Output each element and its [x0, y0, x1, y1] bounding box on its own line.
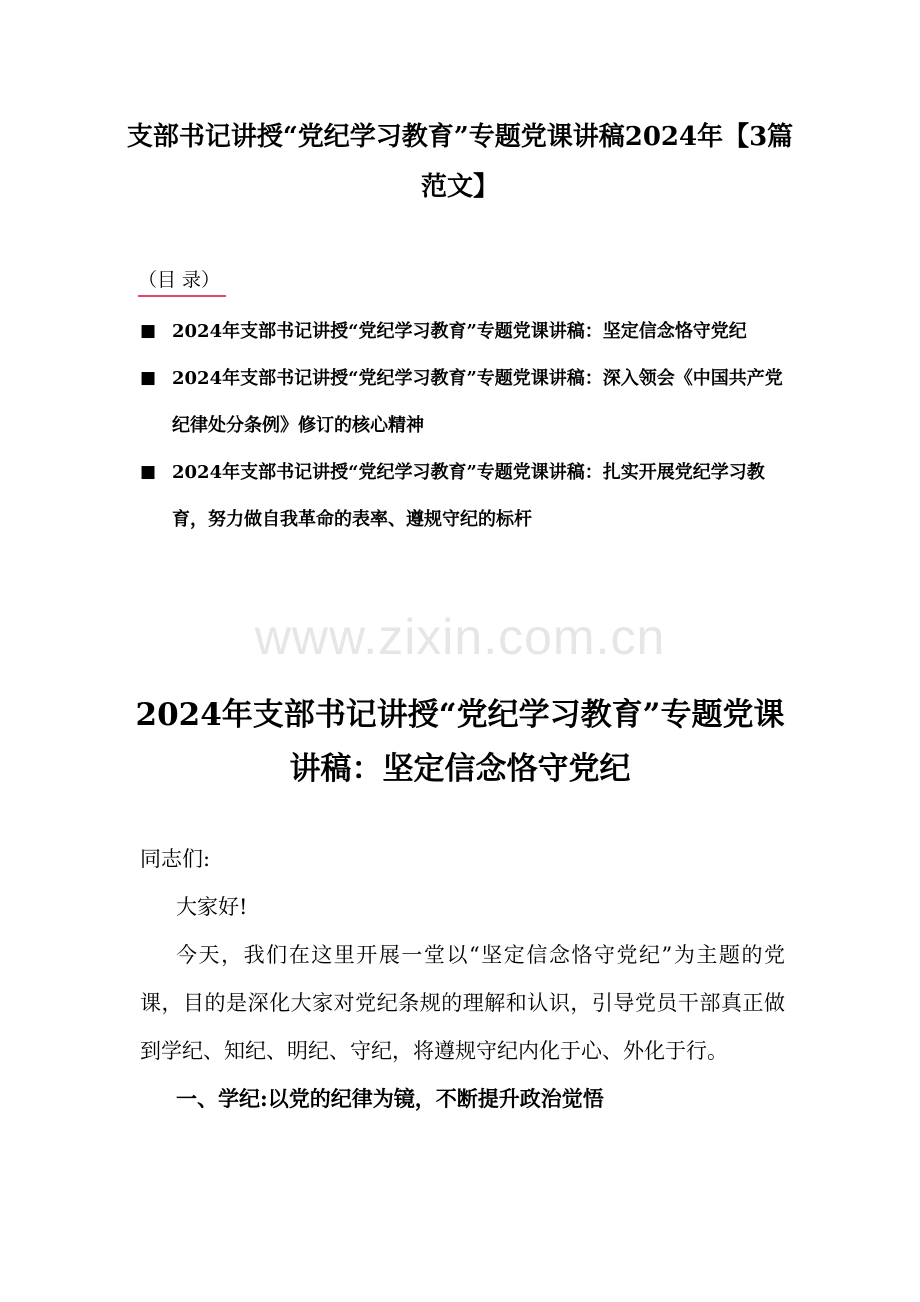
article-title: 2024年支部书记讲授“党纪学习教育”专题党课讲稿：坚定信念恪守党纪 — [135, 697, 785, 787]
square-bullet-icon: ■ — [140, 368, 157, 388]
toc-heading: （目 录） — [138, 266, 226, 297]
square-bullet-icon: ■ — [140, 321, 157, 341]
salutation: 同志们: — [140, 847, 211, 871]
toc-item-label: 2024年支部书记讲授“党纪学习教育”专题党课讲稿：扎实开展党纪学习教育，努力做自我革命的表率、遵规守纪的标杆 — [172, 462, 765, 530]
toc-item-2[interactable] — [138, 355, 788, 449]
document-title: 支部书记讲授“党纪学习教育”专题党课讲稿2024年【3篇范文】 — [126, 122, 794, 202]
toc-item-label: 2024年支部书记讲授“党纪学习教育”专题党课讲稿：坚定信念恪守党纪 — [172, 321, 747, 342]
greeting: 大家好! — [176, 895, 248, 919]
toc-item-label: 2024年支部书记讲授“党纪学习教育”专题党课讲稿：深入领会《中国共产党纪律处分条例》修订的核心精神 — [172, 368, 783, 436]
section-heading-1: 一、学纪:以党的纪律为镜，不断提升政治觉悟 — [176, 1086, 604, 1111]
square-bullet-icon: ■ — [140, 462, 157, 482]
toc-item-3[interactable] — [138, 449, 788, 543]
paragraph-1: 今天，我们在这里开展一堂以“坚定信念恪守党纪”为主题的党课，目的是深化大家对党纪条规的理解和认识，引导党员干部真正做到学纪、知纪、明纪、守纪，将遵规守纪内化于心、外化于行。 — [140, 943, 785, 1063]
watermark: www.zixin.com.cn — [254, 609, 666, 665]
toc-item-1[interactable] — [138, 308, 788, 355]
table-of-contents — [138, 308, 788, 543]
article-body — [140, 835, 785, 1123]
